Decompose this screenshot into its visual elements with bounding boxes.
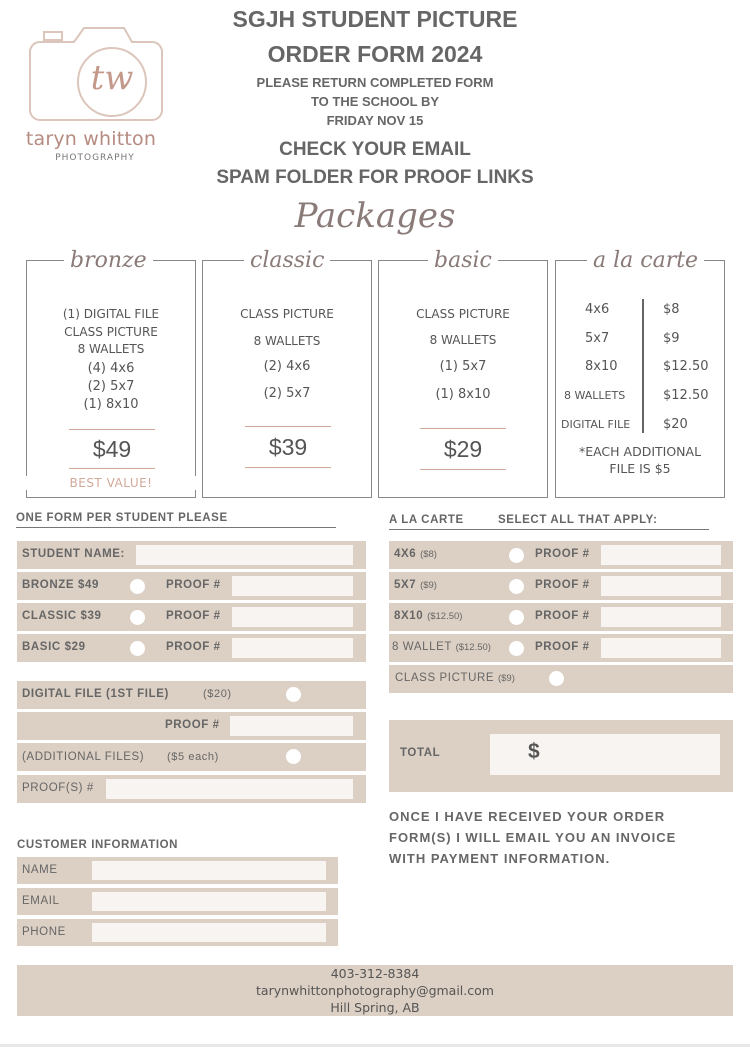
logo-monogram: tw bbox=[90, 58, 134, 98]
bronze-radio[interactable] bbox=[130, 579, 145, 594]
alacarte-price: $12.50 bbox=[663, 388, 709, 403]
basic-price: $29 bbox=[420, 428, 506, 470]
bronze-item: (1) DIGITAL FILE bbox=[62, 307, 160, 321]
title-line1: SGJH STUDENT PICTURE bbox=[232, 6, 518, 32]
return-line3: FRIDAY NOV 15 bbox=[326, 113, 424, 128]
alacarte-item: DIGITAL FILE bbox=[561, 418, 631, 431]
digital-file-radio[interactable] bbox=[286, 687, 301, 702]
alacarte-8x10-proof-field[interactable] bbox=[601, 607, 721, 627]
alacarte-8x10-radio[interactable] bbox=[509, 610, 524, 625]
student-name-label: STUDENT NAME: bbox=[22, 548, 125, 560]
return-line2: TO THE SCHOOL BY bbox=[310, 94, 440, 109]
alacarte-item: 8 WALLETS bbox=[564, 389, 626, 402]
alacarte-row-label: 5X7 ($9) bbox=[394, 579, 437, 591]
alacarte-price: $12.50 bbox=[663, 359, 709, 374]
classic-item: CLASS PICTURE bbox=[240, 307, 334, 321]
proofs-label: PROOF(S) # bbox=[22, 782, 94, 794]
student-name-field[interactable] bbox=[136, 545, 353, 565]
proof-label: PROOF # bbox=[535, 641, 590, 653]
digital-proof-field[interactable] bbox=[230, 716, 353, 736]
basic-label: BASIC $29 bbox=[22, 641, 86, 653]
customer-name-label: NAME bbox=[22, 864, 58, 876]
logo-name: taryn whitton bbox=[25, 128, 157, 150]
email-line2: SPAM FOLDER FOR PROOF LINKS bbox=[216, 167, 534, 188]
basic-proof-field[interactable] bbox=[232, 638, 353, 658]
proof-label: PROOF # bbox=[535, 548, 590, 560]
alacarte-note: *EACH ADDITIONAL bbox=[578, 444, 702, 459]
classic-title: classic bbox=[244, 248, 330, 273]
select-all-heading: SELECT ALL THAT APPLY: bbox=[498, 514, 658, 526]
bronze-item: (2) 5x7 bbox=[87, 379, 135, 394]
alacarte-row-label: 4X6 ($8) bbox=[394, 548, 437, 560]
proof-label: PROOF # bbox=[165, 719, 220, 731]
alacarte-price: $20 bbox=[663, 417, 688, 432]
invoice-note: FORM(S) I WILL EMAIL YOU AN INVOICE bbox=[389, 830, 677, 845]
bronze-proof-field[interactable] bbox=[232, 576, 353, 596]
bronze-item: (1) 8x10 bbox=[83, 397, 139, 412]
proof-label: PROOF # bbox=[535, 579, 590, 591]
digital-file-price: ($20) bbox=[203, 688, 232, 700]
left-form-heading: ONE FORM PER STUDENT PLEASE bbox=[16, 512, 228, 524]
alacarte-title: a la carte bbox=[587, 248, 704, 273]
bronze-label: BRONZE $49 bbox=[22, 579, 99, 591]
divider bbox=[389, 529, 709, 530]
alacarte-row-label: 8X10 ($12.50) bbox=[394, 610, 463, 622]
additional-files-radio[interactable] bbox=[286, 749, 301, 764]
customer-phone-field[interactable] bbox=[92, 923, 326, 942]
classic-item: (2) 4x6 bbox=[263, 359, 311, 374]
customer-email-field[interactable] bbox=[92, 892, 326, 911]
bronze-item: (4) 4x6 bbox=[87, 361, 135, 376]
customer-email-label: EMAIL bbox=[22, 895, 60, 907]
alacarte-item: 4x6 bbox=[585, 302, 610, 317]
email-line1: CHECK YOUR EMAIL bbox=[279, 139, 471, 160]
alacarte-form-heading: A LA CARTE bbox=[389, 514, 464, 526]
basic-item: CLASS PICTURE bbox=[416, 307, 510, 321]
bronze-price: $49 bbox=[69, 429, 155, 469]
total-currency: $ bbox=[528, 740, 540, 763]
basic-item: (1) 8x10 bbox=[435, 387, 491, 402]
classic-item: 8 WALLETS bbox=[253, 334, 321, 348]
total-field[interactable] bbox=[490, 734, 720, 775]
logo-subtitle: PHOTOGRAPHY bbox=[55, 153, 135, 163]
alacarte-note: FILE IS $5 bbox=[609, 461, 671, 476]
classic-price: $39 bbox=[245, 426, 331, 468]
alacarte-4x6-proof-field[interactable] bbox=[601, 545, 721, 565]
total-label: TOTAL bbox=[400, 747, 441, 759]
bronze-item: 8 WALLETS bbox=[77, 342, 145, 356]
alacarte-row-label: 8 WALLET ($12.50) bbox=[392, 641, 491, 653]
digital-file-label: DIGITAL FILE (1ST FILE) bbox=[22, 688, 169, 700]
bronze-title: bronze bbox=[64, 248, 153, 273]
alacarte-5x7-radio[interactable] bbox=[509, 579, 524, 594]
alacarte-item: 5x7 bbox=[585, 331, 610, 346]
proof-label: PROOF # bbox=[166, 641, 221, 653]
proof-label: PROOF # bbox=[166, 579, 221, 591]
proof-label: PROOF # bbox=[166, 610, 221, 622]
best-value-badge: BEST VALUE! bbox=[26, 476, 196, 490]
bronze-item: CLASS PICTURE bbox=[64, 325, 158, 339]
footer-email[interactable]: tarynwhittonphotography@gmail.com bbox=[256, 983, 494, 998]
alacarte-item: 8x10 bbox=[585, 359, 618, 374]
alacarte-wallet-proof-field[interactable] bbox=[601, 638, 721, 658]
alacarte-price: $8 bbox=[663, 302, 680, 317]
proofs-field[interactable] bbox=[106, 779, 353, 799]
return-line1: PLEASE RETURN COMPLETED FORM bbox=[256, 75, 494, 90]
alacarte-price: $9 bbox=[663, 331, 680, 346]
invoice-note: ONCE I HAVE RECEIVED YOUR ORDER bbox=[389, 809, 666, 824]
class-picture-radio[interactable] bbox=[549, 671, 564, 686]
customer-name-field[interactable] bbox=[92, 861, 326, 880]
customer-phone-label: PHONE bbox=[22, 926, 66, 938]
footer-phone: 403-312-8384 bbox=[330, 966, 420, 981]
basic-item: (1) 5x7 bbox=[439, 359, 487, 374]
basic-item: 8 WALLETS bbox=[429, 333, 497, 347]
invoice-note: WITH PAYMENT INFORMATION. bbox=[389, 851, 611, 866]
alacarte-divider bbox=[642, 299, 644, 433]
divider bbox=[16, 527, 336, 528]
alacarte-wallet-radio[interactable] bbox=[509, 641, 524, 656]
footer bbox=[17, 965, 733, 1016]
basic-title: basic bbox=[428, 248, 498, 273]
additional-files-price: ($5 each) bbox=[167, 751, 219, 763]
class-picture-label: CLASS PICTURE ($9) bbox=[395, 672, 515, 684]
alacarte-5x7-proof-field[interactable] bbox=[601, 576, 721, 596]
title-line2: ORDER FORM 2024 bbox=[267, 41, 483, 67]
customer-heading: CUSTOMER INFORMATION bbox=[17, 839, 179, 851]
classic-item: (2) 5x7 bbox=[263, 386, 311, 401]
classic-proof-field[interactable] bbox=[232, 607, 353, 627]
additional-files-label: (ADDITIONAL FILES) bbox=[22, 751, 145, 763]
basic-radio[interactable] bbox=[130, 641, 145, 656]
footer-location: Hill Spring, AB bbox=[330, 1000, 420, 1015]
alacarte-4x6-radio[interactable] bbox=[509, 548, 524, 563]
classic-radio[interactable] bbox=[130, 610, 145, 625]
classic-label: CLASSIC $39 bbox=[22, 610, 102, 622]
proof-label: PROOF # bbox=[535, 610, 590, 622]
packages-heading: Packages bbox=[294, 196, 456, 236]
